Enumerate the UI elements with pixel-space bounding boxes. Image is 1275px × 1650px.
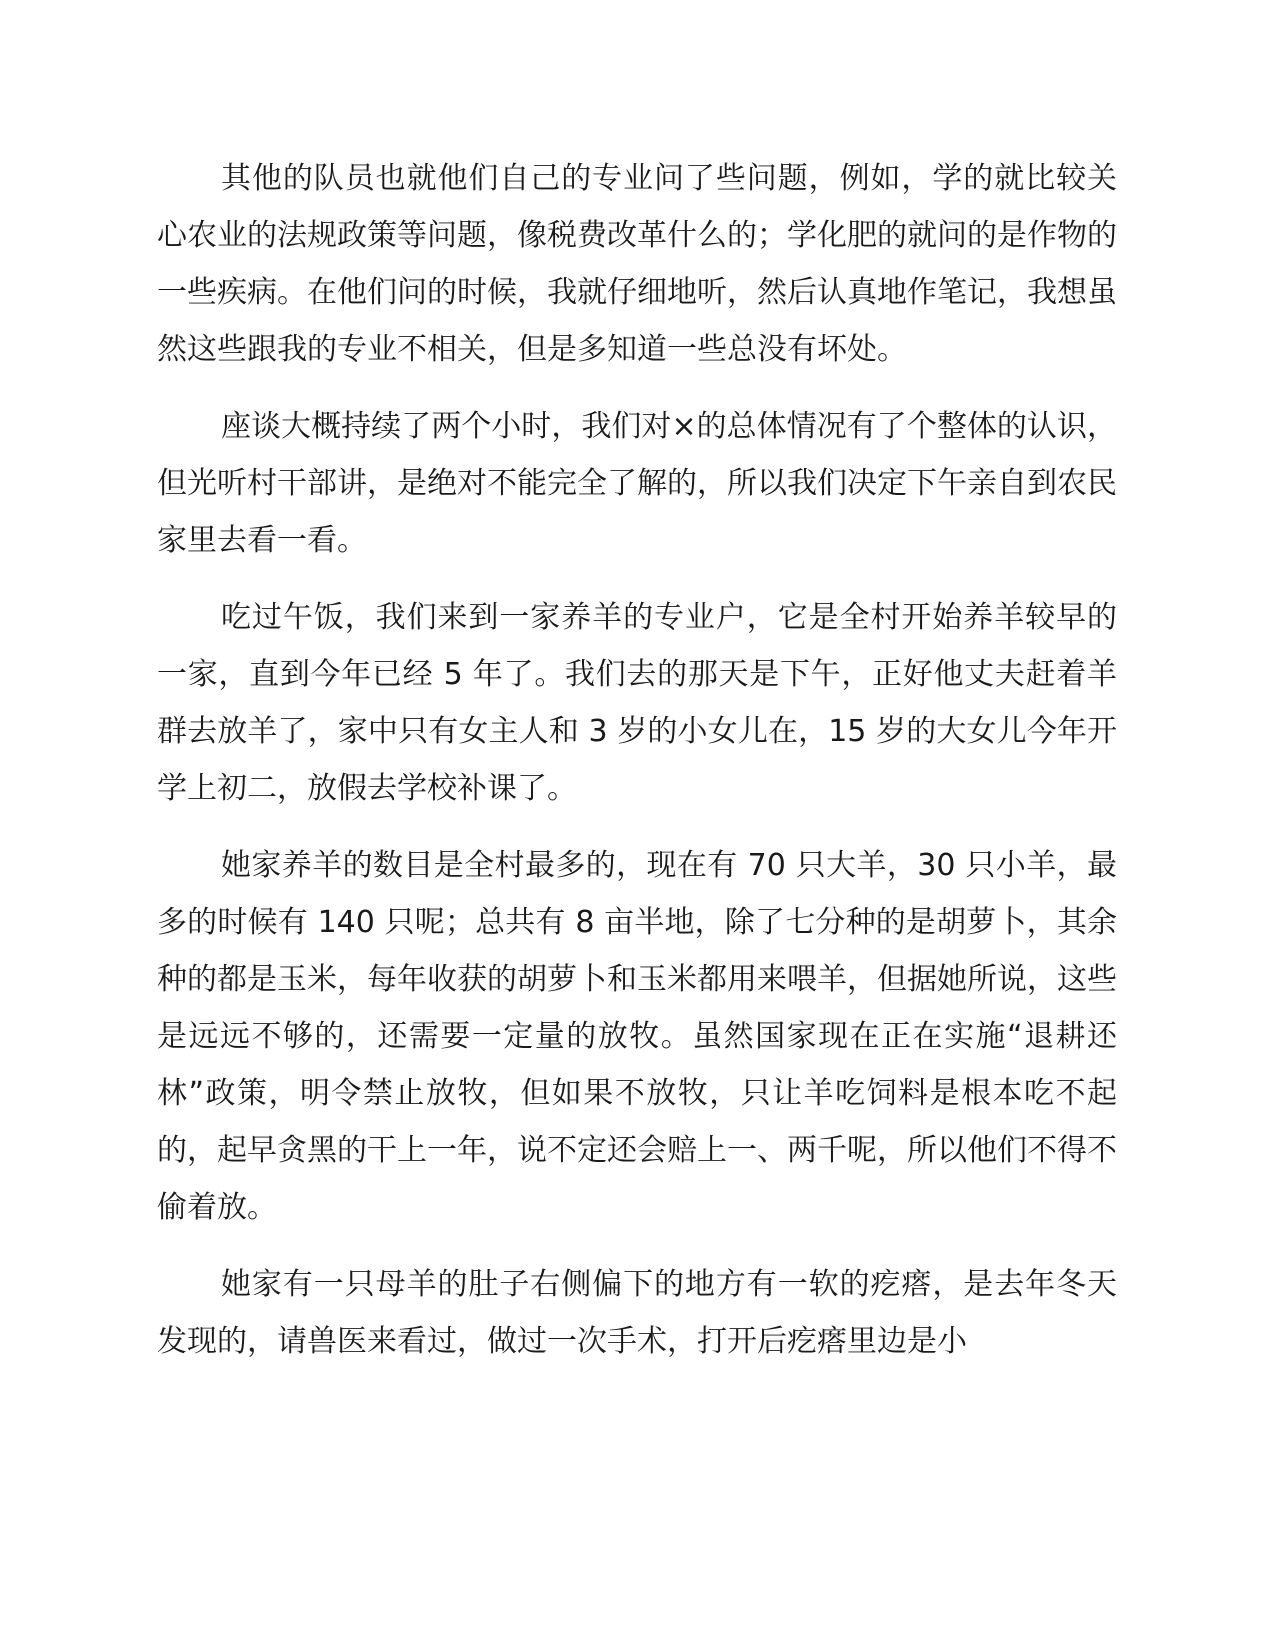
paragraph: 吃过午饭，我们来到一家养羊的专业户，它是全村开始养羊较早的一家，直到今年已经 5 年了。我们去的那天是下午，正好他丈夫赶着羊群去放羊了，家中只有女主人和 3 岁的小女儿在，15 岁的大女儿今年开学上初二，放假去学校补课了。 — [157, 600, 1117, 806]
document-body — [157, 150, 1117, 1390]
paragraph: 其他的队员也就他们自己的专业问了些问题，例如，学的就比较关心农业的法规政策等问题，像税费改革什么的；学化肥的就问的是作物的一些疾病。在他们问的时候，我就仔细地听，然后认真地作笔记，我想虽然这些跟我的专业不相关，但是多知道一些总没有坏处。 — [157, 161, 1117, 367]
paragraph: 她家有一只母羊的肚子右侧偏下的地方有一软的疙瘩，是去年冬天发现的，请兽医来看过，做过一次手术，打开后疙瘩里边是小 — [157, 1267, 1117, 1359]
paragraph: 座谈大概持续了两个小时，我们对×的总体情况有了个整体的认识，但光听村干部讲，是绝对不能完全了解的，所以我们决定下午亲自到农民家里去看一看。 — [157, 409, 1117, 558]
paragraph: 她家养羊的数目是全村最多的，现在有 70 只大羊，30 只小羊，最多的时候有 140 只呢；总共有 8 亩半地，除了七分种的是胡萝卜，其余种的都是玉米，每年收获的胡萝卜和玉米都用来喂羊，但据她所说，这些是远远不够的，还需要一定量的放牧。虽然国家现在正在实施“退耕还林”政策，明令禁止放牧，但如果不放牧，只让羊吃饲料是根本吃不起的，起早贪黑的干上一年，说不定还会赔上一、两千呢，所以他们不得不偷着放。 — [157, 848, 1117, 1225]
